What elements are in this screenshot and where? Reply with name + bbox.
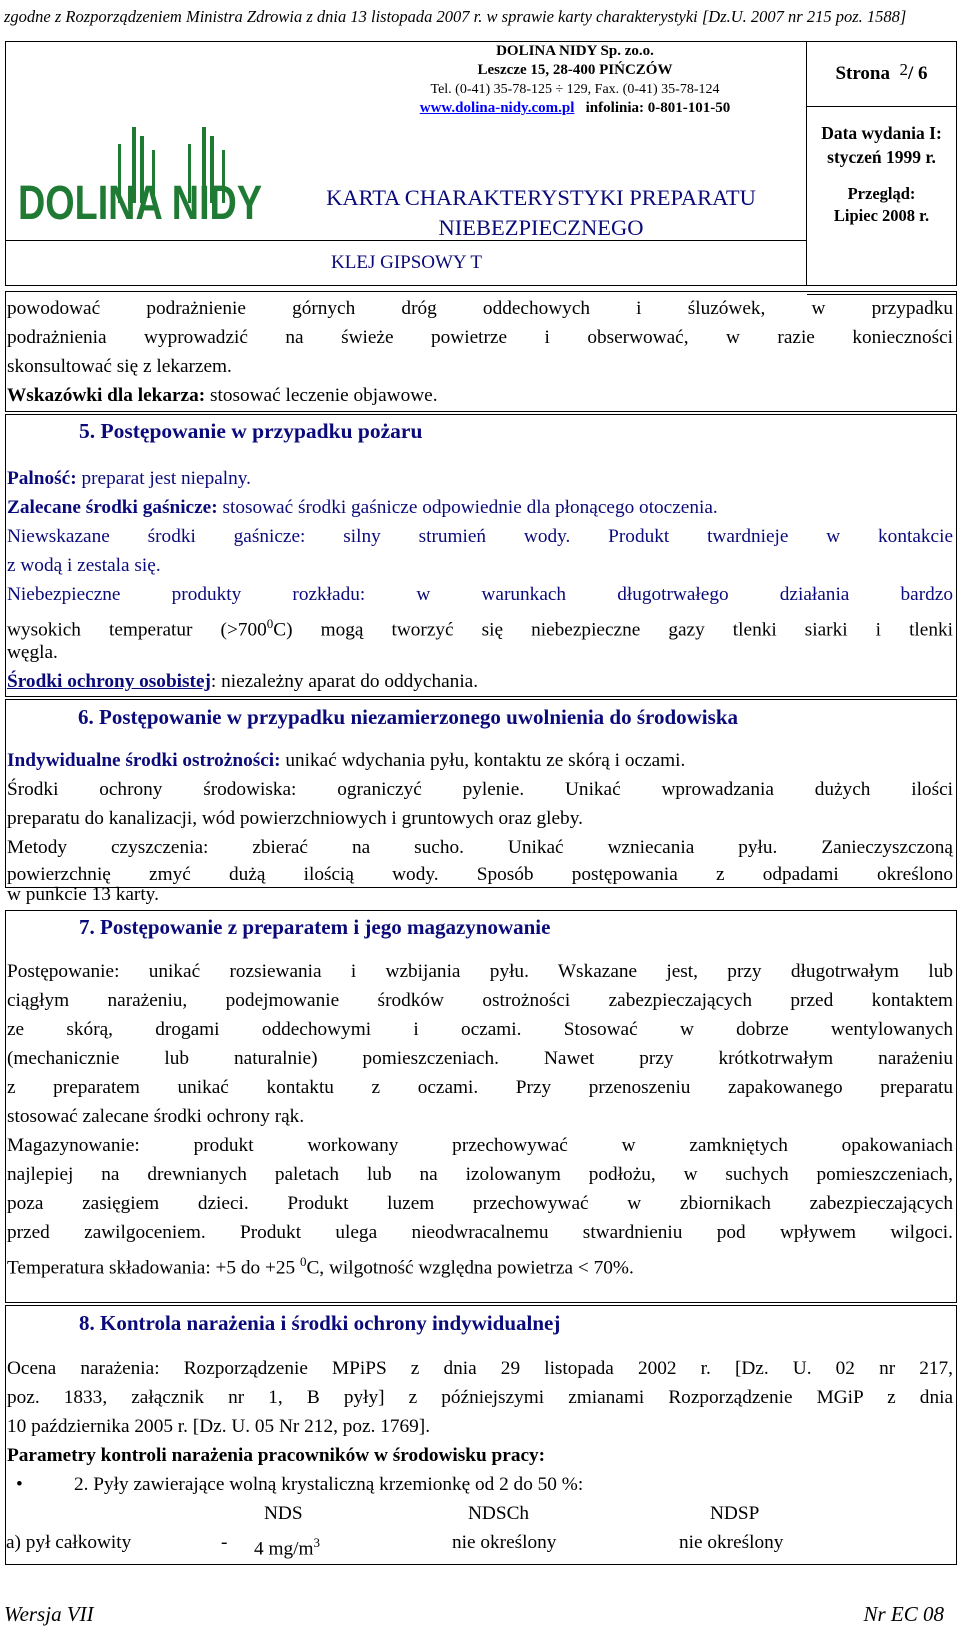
section-4-continuation (5, 291, 957, 412)
website-link[interactable]: www.dolina-nidy.com.pl (419, 100, 575, 116)
review-label: Przegląd: (847, 184, 916, 203)
individual-precautions (6, 746, 953, 775)
recommended-extinguishers (6, 493, 953, 522)
title-line-1: KARTA CHARAKTERYSTYKI PREPARATU (326, 185, 756, 210)
value: : niezależny aparat do oddychania. (210, 671, 479, 692)
section-5 (5, 414, 957, 697)
row-dash: - (221, 1532, 228, 1553)
title-line-2: NIEBEZPIECZNEGO (438, 215, 644, 240)
column-header-ndsch: NDSCh (468, 1503, 530, 1524)
document-title (268, 183, 814, 243)
section-8-title: 8. Kontrola narażenia i środki ochrony indywidualnej (79, 1311, 561, 1335)
doctor-guidance (6, 381, 953, 410)
paragraph-line: najlepiej na drewnianych paletach lub na izolowanym podłożu, w suchych pomieszczeniach, (7, 1164, 953, 1185)
paragraph-line: ze skórą, drogami oddechowymi i oczami. Stosować w dobrze wentylowanych (7, 1019, 953, 1040)
footer-code: Nr EC 08 (863, 1602, 944, 1626)
value: stosować leczenie objawowe. (205, 385, 438, 406)
document-header (5, 41, 957, 286)
paragraph-line: przed zawilgoceniem. Produkt ulega nieodwracalnemu stwardnieniu pod wpływem wilgoci. (7, 1222, 953, 1243)
regulation-note: zgodne z Rozporządzeniem Ministra Zdrowia z dnia 13 listopada 2007 r. w sprawie karty charakterystyki [Dz.U. 2007 nr 215 poz. 1588] (4, 7, 907, 26)
paragraph-line: skonsultować się z lekarzem. (7, 356, 232, 377)
paragraph-line: preparatu do kanalizacji, wód powierzchniowych i gruntowych oraz gleby. (7, 808, 583, 829)
label: Środki ochrony osobistej (7, 671, 211, 692)
review-date (807, 183, 956, 227)
paragraph-line: powodować podrażnienie górnych dróg oddechowych i śluzówek, w przypadku (7, 298, 953, 319)
company-name: DOLINA NIDY Sp. zo.o. (496, 43, 654, 59)
column-header-ndsp: NDSP (710, 1503, 760, 1524)
product-name-text: KLEJ GIPSOWY T (331, 252, 482, 273)
paragraph-line: ciągłym narażeniu, podejmowanie środków ostrożności zabezpieczających przed kontaktem (7, 990, 953, 1011)
text: C) mogą tworzyć się niebezpieczne gazy tlenki siarki i tlenki (273, 619, 953, 641)
value: unikać wdychania pyłu, kontaktu ze skórą i oczami. (280, 750, 686, 771)
review-value: Lipiec 2008 r. (833, 206, 930, 225)
label: Wskazówki dla lekarza: (7, 385, 206, 406)
value: preparat jest niepalny. (76, 468, 251, 489)
paragraph-line: Postępowanie: unikać rozsiewania i wzbijania pyłu. Wskazane jest, przy długotrwałym lub (7, 961, 953, 982)
section-5-title: 5. Postępowanie w przypadku pożaru (79, 419, 423, 443)
section-8 (5, 1305, 957, 1565)
page-total: / 6 (908, 63, 928, 84)
logo-wordmark: DOLINA NIDY (18, 177, 262, 230)
company-address: Leszcze 15, 28-400 PIŃCZÓW (477, 62, 673, 78)
text: C, wilgotność względna powietrza < 70%. (306, 1257, 634, 1279)
section-6-title: 6. Postępowanie w przypadku niezamierzonego uwolnienia do środowiska (78, 705, 738, 729)
company-info (350, 42, 800, 118)
paragraph-line: węgla. (7, 642, 58, 663)
paragraph-line: Środki ochrony środowiska: ograniczyć pylenie. Unikać wprowadzania dużych ilości (7, 779, 953, 800)
issue-label: Data wydania I: (821, 123, 942, 143)
section-6 (5, 699, 957, 888)
paragraph-line: poza zasięgiem dzieci. Produkt luzem przechowywać w zbiornikach zabezpieczających (7, 1193, 953, 1214)
superscript: 3 (313, 1535, 320, 1550)
row-label: a) pył całkowity (6, 1532, 132, 1553)
bullet: • (16, 1474, 23, 1495)
page-label: Strona (835, 63, 891, 84)
label: Palność: (7, 468, 77, 489)
section-7 (5, 910, 957, 1303)
paragraph-line: stosować zalecane środki ochrony rąk. (7, 1106, 305, 1127)
parameters-heading: Parametry kontroli narażenia pracowników w środowisku pracy: (7, 1445, 546, 1466)
superscript: 0 (299, 1254, 307, 1269)
company-logo (12, 126, 268, 242)
paragraph-line: Metody czyszczenia: zbierać na sucho. Unikać wzniecania pyłu. Zanieczyszczoną (7, 837, 953, 858)
paragraph-line: podrażnienia wyprowadzić na świeże powietrze i obserwować, w razie konieczności (7, 327, 953, 348)
footer-version: Wersja VII (4, 1602, 94, 1626)
column-header-nds: NDS (264, 1503, 303, 1524)
issue-value: styczeń 1999 r. (827, 147, 936, 167)
label: Zalecane środki gaśnicze: (7, 497, 218, 518)
product-name (6, 240, 807, 285)
section-7-title: 7. Postępowanie z preparatem i jego magazynowanie (79, 915, 551, 939)
paragraph-line: z preparatem unikać kontaktu z oczami. Przy przenoszeniu zapakowanego preparatu (7, 1077, 953, 1098)
paragraph-line: poz. 1833, załącznik nr 1, B pyły] z późniejszymi zmianami Rozporządzenie MGiP z dnia (7, 1387, 953, 1408)
text: Temperatura składowania: +5 do +25 (7, 1257, 300, 1279)
list-item-text: 2. Pyły zawierające wolną krystaliczną krzemionkę od 2 do 50 %: (74, 1474, 584, 1495)
company-web (350, 99, 800, 118)
company-phone: Tel. (0-41) 35-78-125 ÷ 129, Fax. (0-41) 35-78-124 (430, 82, 720, 97)
flammability (6, 464, 953, 493)
paragraph-line: Magazynowanie: produkt workowany przechowywać w zamkniętych opakowaniach (7, 1135, 953, 1156)
storage-temperature (6, 1247, 953, 1282)
cell-ndsp: nie określony (679, 1532, 784, 1553)
value: stosować środki gaśnicze odpowiednie dla płonącego otoczenia. (217, 497, 718, 518)
paragraph-line: Niewskazane środki gaśnicze: silny strumień wody. Produkt twardnieje w kontakcie (7, 526, 953, 547)
paragraph-line: 10 października 2005 r. [Dz. U. 05 Nr 212, poz. 1769]. (7, 1416, 431, 1437)
paragraph-line: (mechanicznie lub naturalnie) pomieszczeniach. Nawet przy krótkotrwałym narażeniu (7, 1048, 953, 1069)
paragraph-line: Niebezpieczne produkty rozkładu: w warunkach długotrwałego działania bardzo (7, 584, 953, 605)
paragraph-line: powierzchnię zmyć dużą ilością wody. Sposób postępowania z odpadami określono (7, 864, 953, 885)
ppe (6, 667, 953, 696)
dates-block (807, 121, 956, 295)
paragraph-line: z wodą i zestala się. (7, 555, 161, 576)
cell-ndsch: nie określony (452, 1532, 557, 1553)
page-indicator (807, 42, 956, 107)
page-number: 2 (899, 60, 909, 79)
superscript: 0 (266, 616, 274, 631)
header-meta (806, 42, 956, 285)
cell-nds (254, 1528, 320, 1563)
text: wysokich temperatur (>700 (7, 619, 267, 641)
issue-date (807, 121, 956, 169)
label: Indywidualne środki ostrożności: (7, 750, 281, 771)
cell-nds-value: 4 mg/m (254, 1538, 314, 1560)
hotline: infolinia: 0-801-101-50 (585, 100, 731, 116)
paragraph-line: w punkcie 13 karty. (7, 884, 159, 905)
paragraph-line: Ocena narażenia: Rozporządzenie MPiPS z dnia 29 listopada 2002 r. [Dz. U. 02 nr 217, (7, 1358, 953, 1379)
